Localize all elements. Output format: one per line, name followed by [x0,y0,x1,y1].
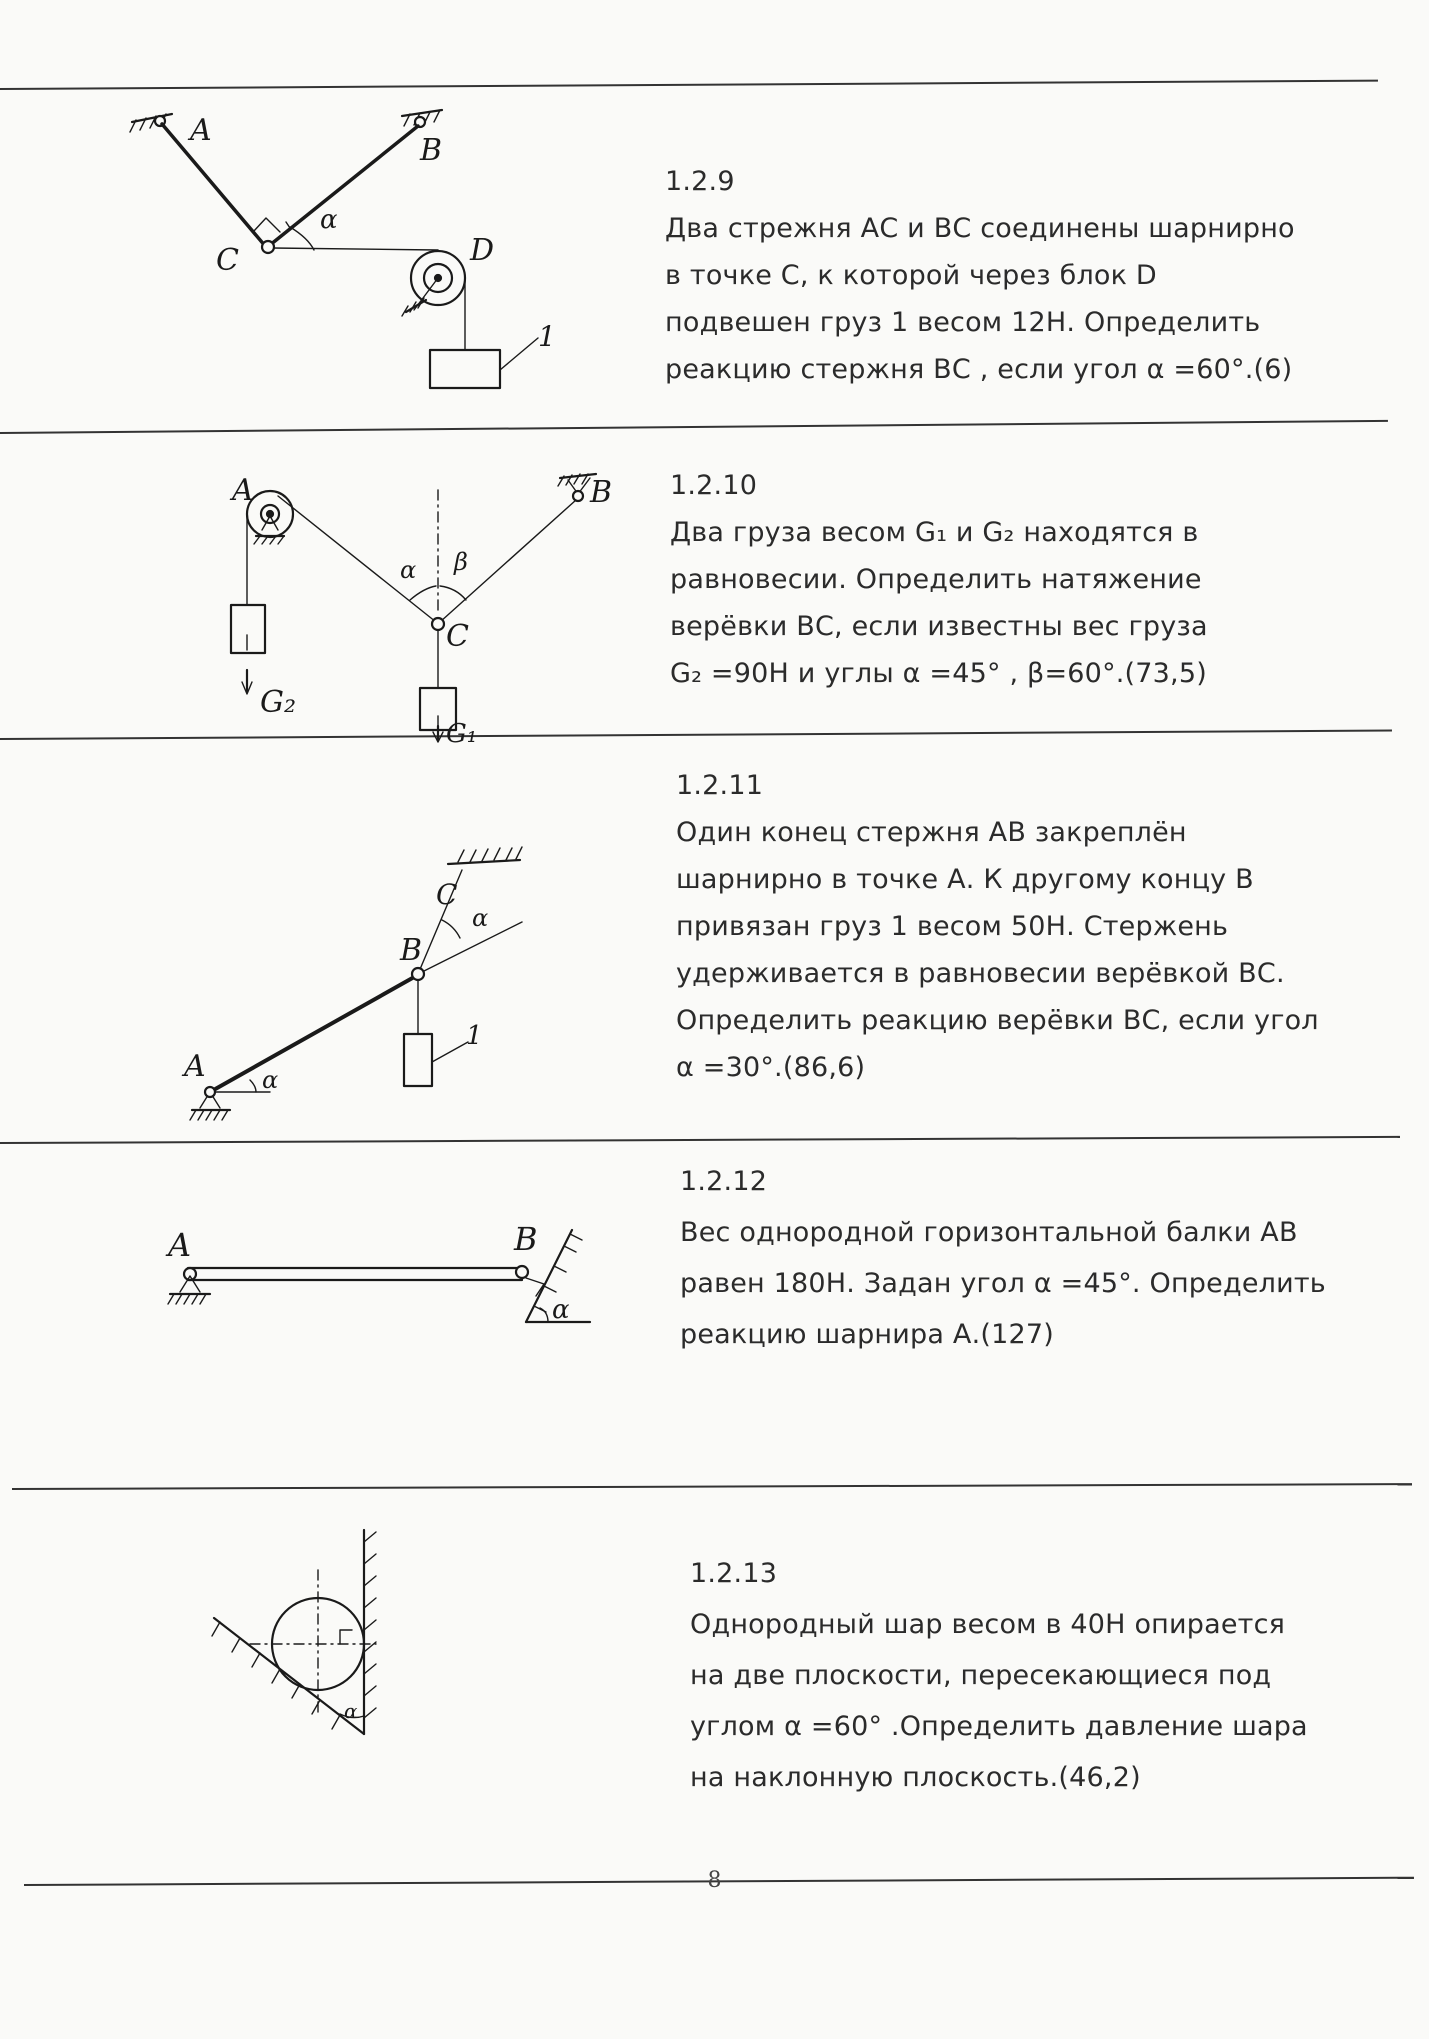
problem-number: 1.2.10 [670,470,758,501]
label-alpha: α [320,205,338,235]
figure-1-2-13 [200,1520,430,1760]
label-a: A [232,473,254,508]
problem-text-1-2-11 [676,762,1319,1091]
problem-line: Однородный шар весом в 40Н опирается [690,1609,1286,1640]
label-load: 1 [466,1021,483,1051]
label-alpha: α [262,1066,279,1094]
label-c: C [436,878,458,911]
problem-line: Определить реакцию верёвки ВС, если угол [676,1005,1319,1036]
problem-line: α =30°.(86,6) [676,1052,866,1083]
divider [0,1136,1400,1144]
label-b: B [420,133,443,168]
label-b: B [400,933,423,968]
problem-line: удерживается в равновесии верёвкой ВС. [676,958,1285,989]
label-alpha: α [400,556,417,584]
label-beta: β [454,548,468,576]
divider [0,420,1388,434]
problem-text-1-2-10 [670,462,1208,697]
figure-1-2-9 [120,100,580,400]
problem-text-1-2-12 [680,1158,1326,1358]
problem-number: 1.2.11 [676,770,764,801]
problem-line: привязан груз 1 весом 50Н. Стержень [676,911,1229,942]
problem-line: на две плоскости, пересекающиеся под [690,1660,1272,1691]
problem-line: Один конец стержня АВ закреплён [676,817,1187,848]
problem-line: в точке С, к которой через блок D [665,260,1157,291]
label-a: A [168,1226,192,1264]
problem-line: Два стрежня АС и ВС соединены шарнирно [665,213,1295,244]
label-b: B [514,1220,538,1258]
problem-line: на наклонную плоскость.(46,2) [690,1762,1141,1793]
label-d: D [470,233,495,268]
label-c: C [446,619,469,654]
problem-text-1-2-13 [690,1550,1308,1801]
problem-line: Вес однородной горизонтальной балки АВ [680,1217,1298,1248]
label-g2: G₂ [260,685,296,720]
problem-line: реакцию стержня ВС , если угол α =60°.(6) [665,354,1293,385]
figure-1-2-10 [220,460,640,749]
problem-line: подвешен груз 1 весом 12Н. Определить [665,307,1261,338]
label-c: C [216,243,239,278]
problem-number: 1.2.12 [680,1166,768,1197]
problem-line: равновесии. Определить натяжение [670,564,1202,595]
label-alpha: α [552,1295,570,1325]
divider [0,80,1378,90]
problem-number: 1.2.9 [665,166,735,197]
label-b: B [590,475,613,510]
figure-1-2-12 [150,1200,600,1350]
label-a: A [190,113,212,148]
label-a: A [184,1049,206,1084]
divider [12,1483,1412,1490]
page-number: 8 [707,1868,722,1893]
label-alpha: α [472,904,489,932]
problem-line: шарнирно в точке А. К другому концу В [676,864,1254,895]
divider [0,729,1392,740]
problem-text-1-2-9 [665,158,1295,393]
problem-line: Два груза весом G₁ и G₂ находятся в [670,517,1199,548]
problem-line: верёвки ВС, если известны вес груза [670,611,1208,642]
figure-1-2-11 [170,830,570,1130]
label-alpha: α [344,1699,358,1723]
problem-line: реакцию шарнира А.(127) [680,1319,1054,1350]
problem-line: равен 180Н. Задан угол α =45°. Определить [680,1268,1326,1299]
problem-number: 1.2.13 [690,1558,778,1589]
label-g1: G₁ [446,719,478,749]
problem-line: углом α =60° .Определить давление шара [690,1711,1308,1742]
problem-line: G₂ =90Н и углы α =45° , β=60°.(73,5) [670,658,1207,689]
label-load: 1 [538,320,556,353]
